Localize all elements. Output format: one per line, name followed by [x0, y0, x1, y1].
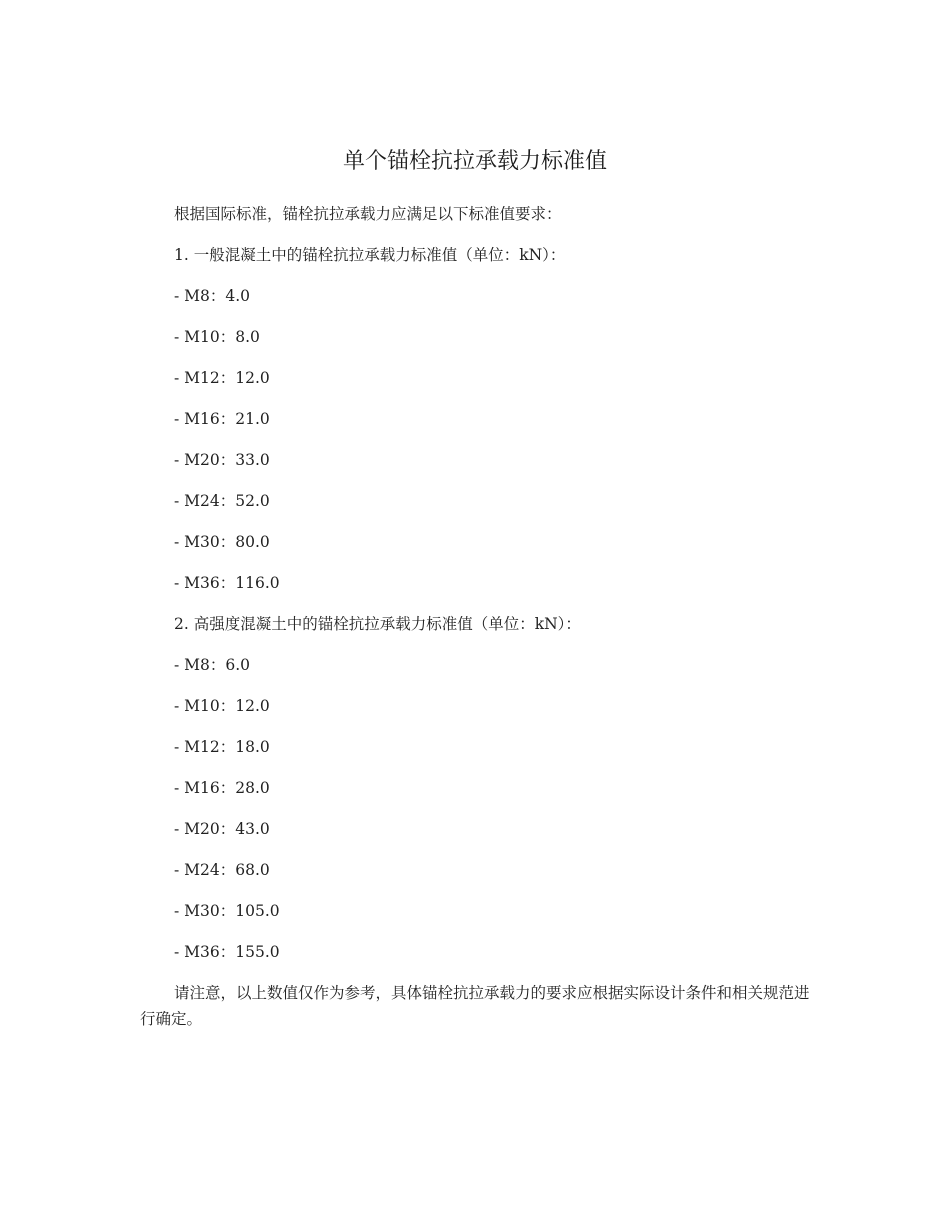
list-item: - M16：28.0 — [174, 779, 270, 797]
section1-list — [140, 283, 812, 596]
list-item: - M36：116.0 — [174, 574, 280, 592]
list-item: - M36：155.0 — [174, 943, 280, 961]
section1-heading: 1. 一般混凝土中的锚栓抗拉承载力标准值（单位：kN）： — [174, 246, 566, 264]
list-item: - M8：4.0 — [174, 287, 251, 305]
list-item: - M20：33.0 — [174, 451, 270, 469]
document-body — [140, 201, 812, 1032]
list-item: - M20：43.0 — [174, 820, 270, 838]
list-item: - M10：12.0 — [174, 697, 270, 715]
document-title: 单个锚栓抗拉承载力标准值 — [342, 149, 607, 174]
list-item: - M12：18.0 — [174, 738, 270, 756]
section2-list — [140, 652, 812, 965]
list-item: - M24：68.0 — [174, 861, 270, 879]
list-item: - M16：21.0 — [174, 410, 270, 428]
list-item: - M8：6.0 — [174, 656, 251, 674]
list-item: - M10：8.0 — [174, 328, 260, 346]
section2-heading: 2. 高强度混凝土中的锚栓抗拉承载力标准值（单位：kN）： — [174, 615, 581, 633]
list-item: - M30：105.0 — [174, 902, 280, 920]
intro-paragraph: 根据国际标准，锚栓抗拉承载力应满足以下标准值要求： — [174, 205, 562, 223]
list-item: - M12：12.0 — [174, 369, 270, 387]
note-paragraph: 请注意，以上数值仅作为参考，具体锚栓抗拉承载力的要求应根据实际设计条件和相关规范进行确定。 — [140, 984, 810, 1028]
list-item: - M24：52.0 — [174, 492, 270, 510]
list-item: - M30：80.0 — [174, 533, 270, 551]
